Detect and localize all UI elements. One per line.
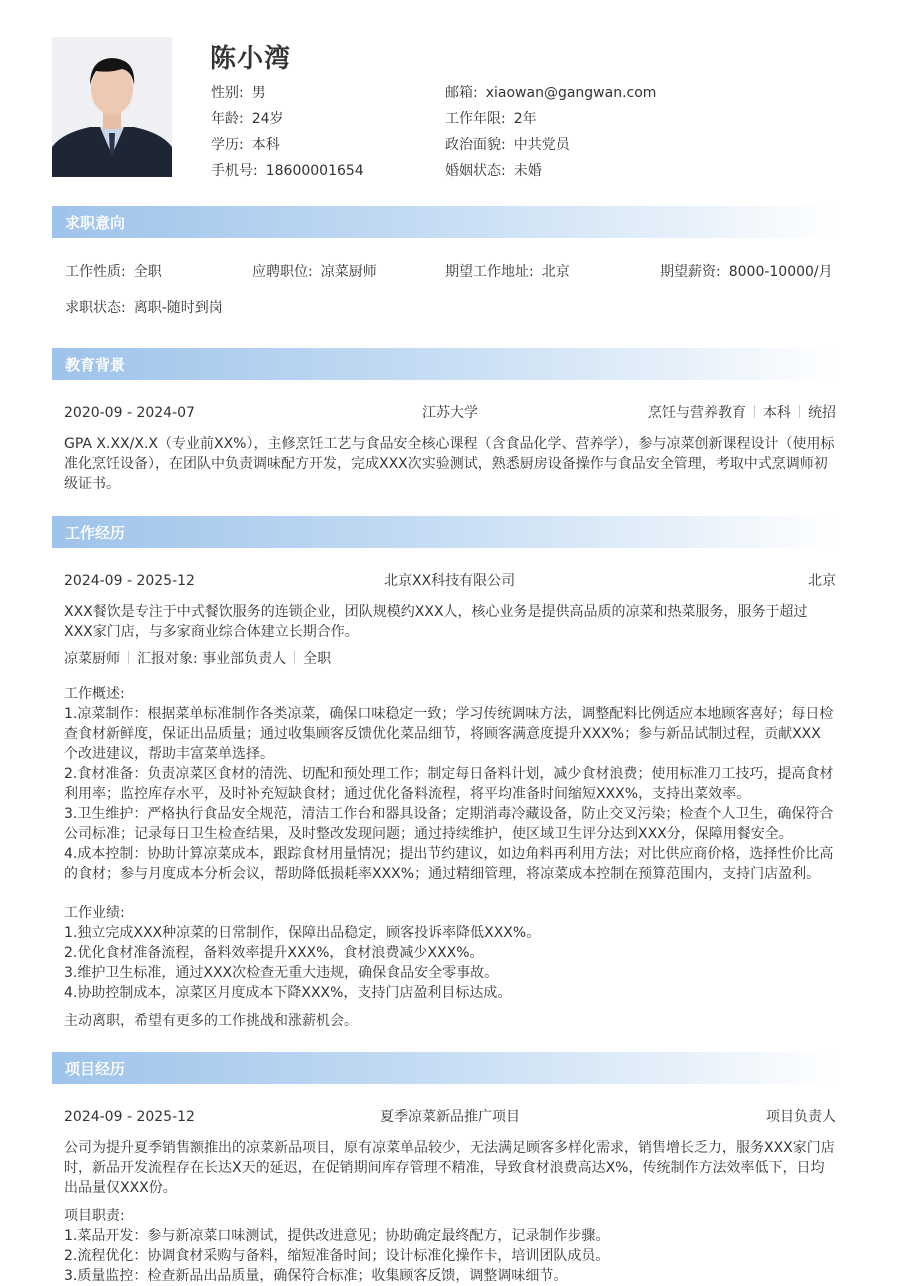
candidate-name: 陈小湾 xyxy=(210,44,292,74)
section-header-work xyxy=(52,516,836,548)
education-major: 烹饪与营养教育 xyxy=(648,405,746,421)
work-results xyxy=(64,903,836,1003)
work-overview xyxy=(64,684,836,884)
divider xyxy=(754,405,755,418)
work-type: 全职 xyxy=(303,651,332,667)
list-item: 2.优化食材准备流程，备料效率提升XXX%，食材浪费减少XXX%。 xyxy=(64,945,484,961)
section-title: 求职意向 xyxy=(65,214,126,232)
work-results-label: 工作业绩: xyxy=(64,905,125,921)
education-description: GPA X.XX/X.X（专业前XX%），主修烹饪工艺与食品安全核心课程（含食品化学、营养学），参与凉菜创新课程设计（使用标准化烹饪设备），在团队中负责调味配方开发，完成XXX次实验测试，熟悉厨房设备操作与食品安全管理，考取中式烹调师初级证书。 xyxy=(64,436,835,492)
project-duties xyxy=(64,1206,836,1286)
intent-work-type: 工作性质: 全职 xyxy=(65,264,162,280)
education-meta xyxy=(648,403,836,423)
list-item: 3.卫生维护：严格执行食品安全规范，清洁工作台和器具设备；定期消毒冷藏设备，防止交叉污染；检查个人卫生，确保符合 xyxy=(64,806,834,822)
info-political-status: 政治面貌: 中共党员 xyxy=(445,137,570,153)
education-date: 2020-09 - 2024-07 xyxy=(64,405,195,421)
project-name: 夏季凉菜新品推广项目 xyxy=(380,1109,520,1125)
list-item: 3.维护卫生标准，通过XXX次检查无重大违规，确保食品安全零事故。 xyxy=(64,965,499,981)
divider xyxy=(799,405,800,418)
work-leave-reason: 主动离职，希望有更多的工作挑战和涨薪机会。 xyxy=(64,1013,358,1029)
section-header-education xyxy=(52,348,836,380)
list-item: 4.协助控制成本，凉菜区月度成本下降XXX%，支持门店盈利目标达成。 xyxy=(64,985,512,1001)
section-title: 项目经历 xyxy=(65,1060,126,1078)
work-role: 凉菜厨师 xyxy=(64,651,120,667)
list-item: 1.菜品开发：参与新凉菜口味测试，提供改进意见；协助确定最终配方，记录制作步骤。 xyxy=(64,1228,610,1244)
education-mode: 统招 xyxy=(808,405,836,421)
section-header-intent xyxy=(52,206,836,238)
info-phone: 手机号: 18600001654 xyxy=(211,163,364,179)
info-work-years: 工作年限: 2年 xyxy=(445,111,537,127)
list-item: 个改进建议，帮助丰富菜单选择。 xyxy=(64,746,274,762)
work-meta xyxy=(64,649,836,669)
list-item: 1.凉菜制作：根据菜单标准制作各类凉菜，确保口味稳定一致；学习传统调味方法，调整配料比例适应本地顾客喜好；每日检 xyxy=(64,706,834,722)
project-role: 项目负责人 xyxy=(766,1109,836,1125)
list-item: 利用率；监控库存水平，及时补充短缺食材；通过优化备料流程，将平均准备时间缩短XXX%，支持出菜效率。 xyxy=(64,786,751,802)
list-item: 1.独立完成XXX种凉菜的日常制作，保障出品稳定，顾客投诉率降低XXX%。 xyxy=(64,925,541,941)
list-item: 4.成本控制：协助计算凉菜成本，跟踪食材用量情况；提出节约建议，如边角料再利用方法；对比供应商价格，选择性价比高 xyxy=(64,846,834,862)
list-item: 3.质量监控：检查新品出品质量，确保符合标准；收集顾客反馈，调整调味细节。 xyxy=(64,1268,568,1284)
section-title: 教育背景 xyxy=(65,356,126,374)
info-marital-status: 婚姻状态: 未婚 xyxy=(445,163,542,179)
work-overview-label: 工作概述: xyxy=(64,686,125,702)
intent-status: 求职状态: 离职-随时到岗 xyxy=(65,300,223,316)
work-date: 2024-09 - 2025-12 xyxy=(64,573,195,589)
section-header-project xyxy=(52,1052,836,1084)
work-city: 北京 xyxy=(808,573,836,589)
info-gender: 性别: 男 xyxy=(211,85,266,101)
list-item: 2.流程优化：协调食材采购与备料，缩短准备时间；设计标准化操作卡，培训团队成员。 xyxy=(64,1248,610,1264)
work-company: 北京XX科技有限公司 xyxy=(384,573,516,589)
avatar-photo xyxy=(52,37,172,177)
project-duties-label: 项目职责: xyxy=(64,1208,125,1224)
divider xyxy=(294,651,295,664)
work-company-intro: XXX餐饮是专注于中式餐饮服务的连锁企业，团队规模约XXX人，核心业务是提供高品质的凉菜和热菜服务，服务于超过XXX家门店，与多家商业综合体建立长期合作。 xyxy=(64,604,808,640)
project-date: 2024-09 - 2025-12 xyxy=(64,1109,195,1125)
divider xyxy=(128,651,129,664)
section-title: 工作经历 xyxy=(65,524,126,542)
info-age: 年龄: 24岁 xyxy=(211,111,284,127)
list-item: 查食材新鲜度，保证出品质量；通过收集顾客反馈优化菜品细节，将顾客满意度提升XXX%；参与新品试制过程，贡献XXX xyxy=(64,726,821,742)
info-email: 邮箱: xiaowan@gangwan.com xyxy=(445,85,657,101)
education-degree: 本科 xyxy=(763,405,791,421)
project-description: 公司为提升夏季销售额推出的凉菜新品项目，原有凉菜单品较少，无法满足顾客多样化需求，销售增长乏力，服务XXX家门店时，新品开发流程存在长达X天的延迟，在促销期间库存管理不精准，导致食材浪费高达X%，传统制作方法效率低下，日均出品量仅XXX份。 xyxy=(64,1140,835,1196)
person-portrait-icon xyxy=(52,37,172,177)
intent-salary: 期望薪资: 8000-10000/月 xyxy=(660,264,833,280)
list-item: 2.食材准备：负责凉菜区食材的清洗、切配和预处理工作；制定每日备料计划，减少食材浪费；使用标准刀工技巧，提高食材 xyxy=(64,766,834,782)
work-report: 汇报对象: 事业部负责人 xyxy=(137,651,287,667)
education-school: 江苏大学 xyxy=(422,405,478,421)
list-item: 的食材；参与月度成本分析会议，帮助降低损耗率XXX%；通过精细管理，将凉菜成本控制在预算范围内，支持门店盈利。 xyxy=(64,866,821,882)
intent-location: 期望工作地址: 北京 xyxy=(445,264,570,280)
intent-position: 应聘职位: 凉菜厨师 xyxy=(252,264,377,280)
list-item: 公司标准；记录每日卫生检查结果，及时整改发现问题；通过持续维护，使区域卫生评分达到XXX分，保障用餐安全。 xyxy=(64,826,793,842)
info-education: 学历: 本科 xyxy=(211,137,280,153)
